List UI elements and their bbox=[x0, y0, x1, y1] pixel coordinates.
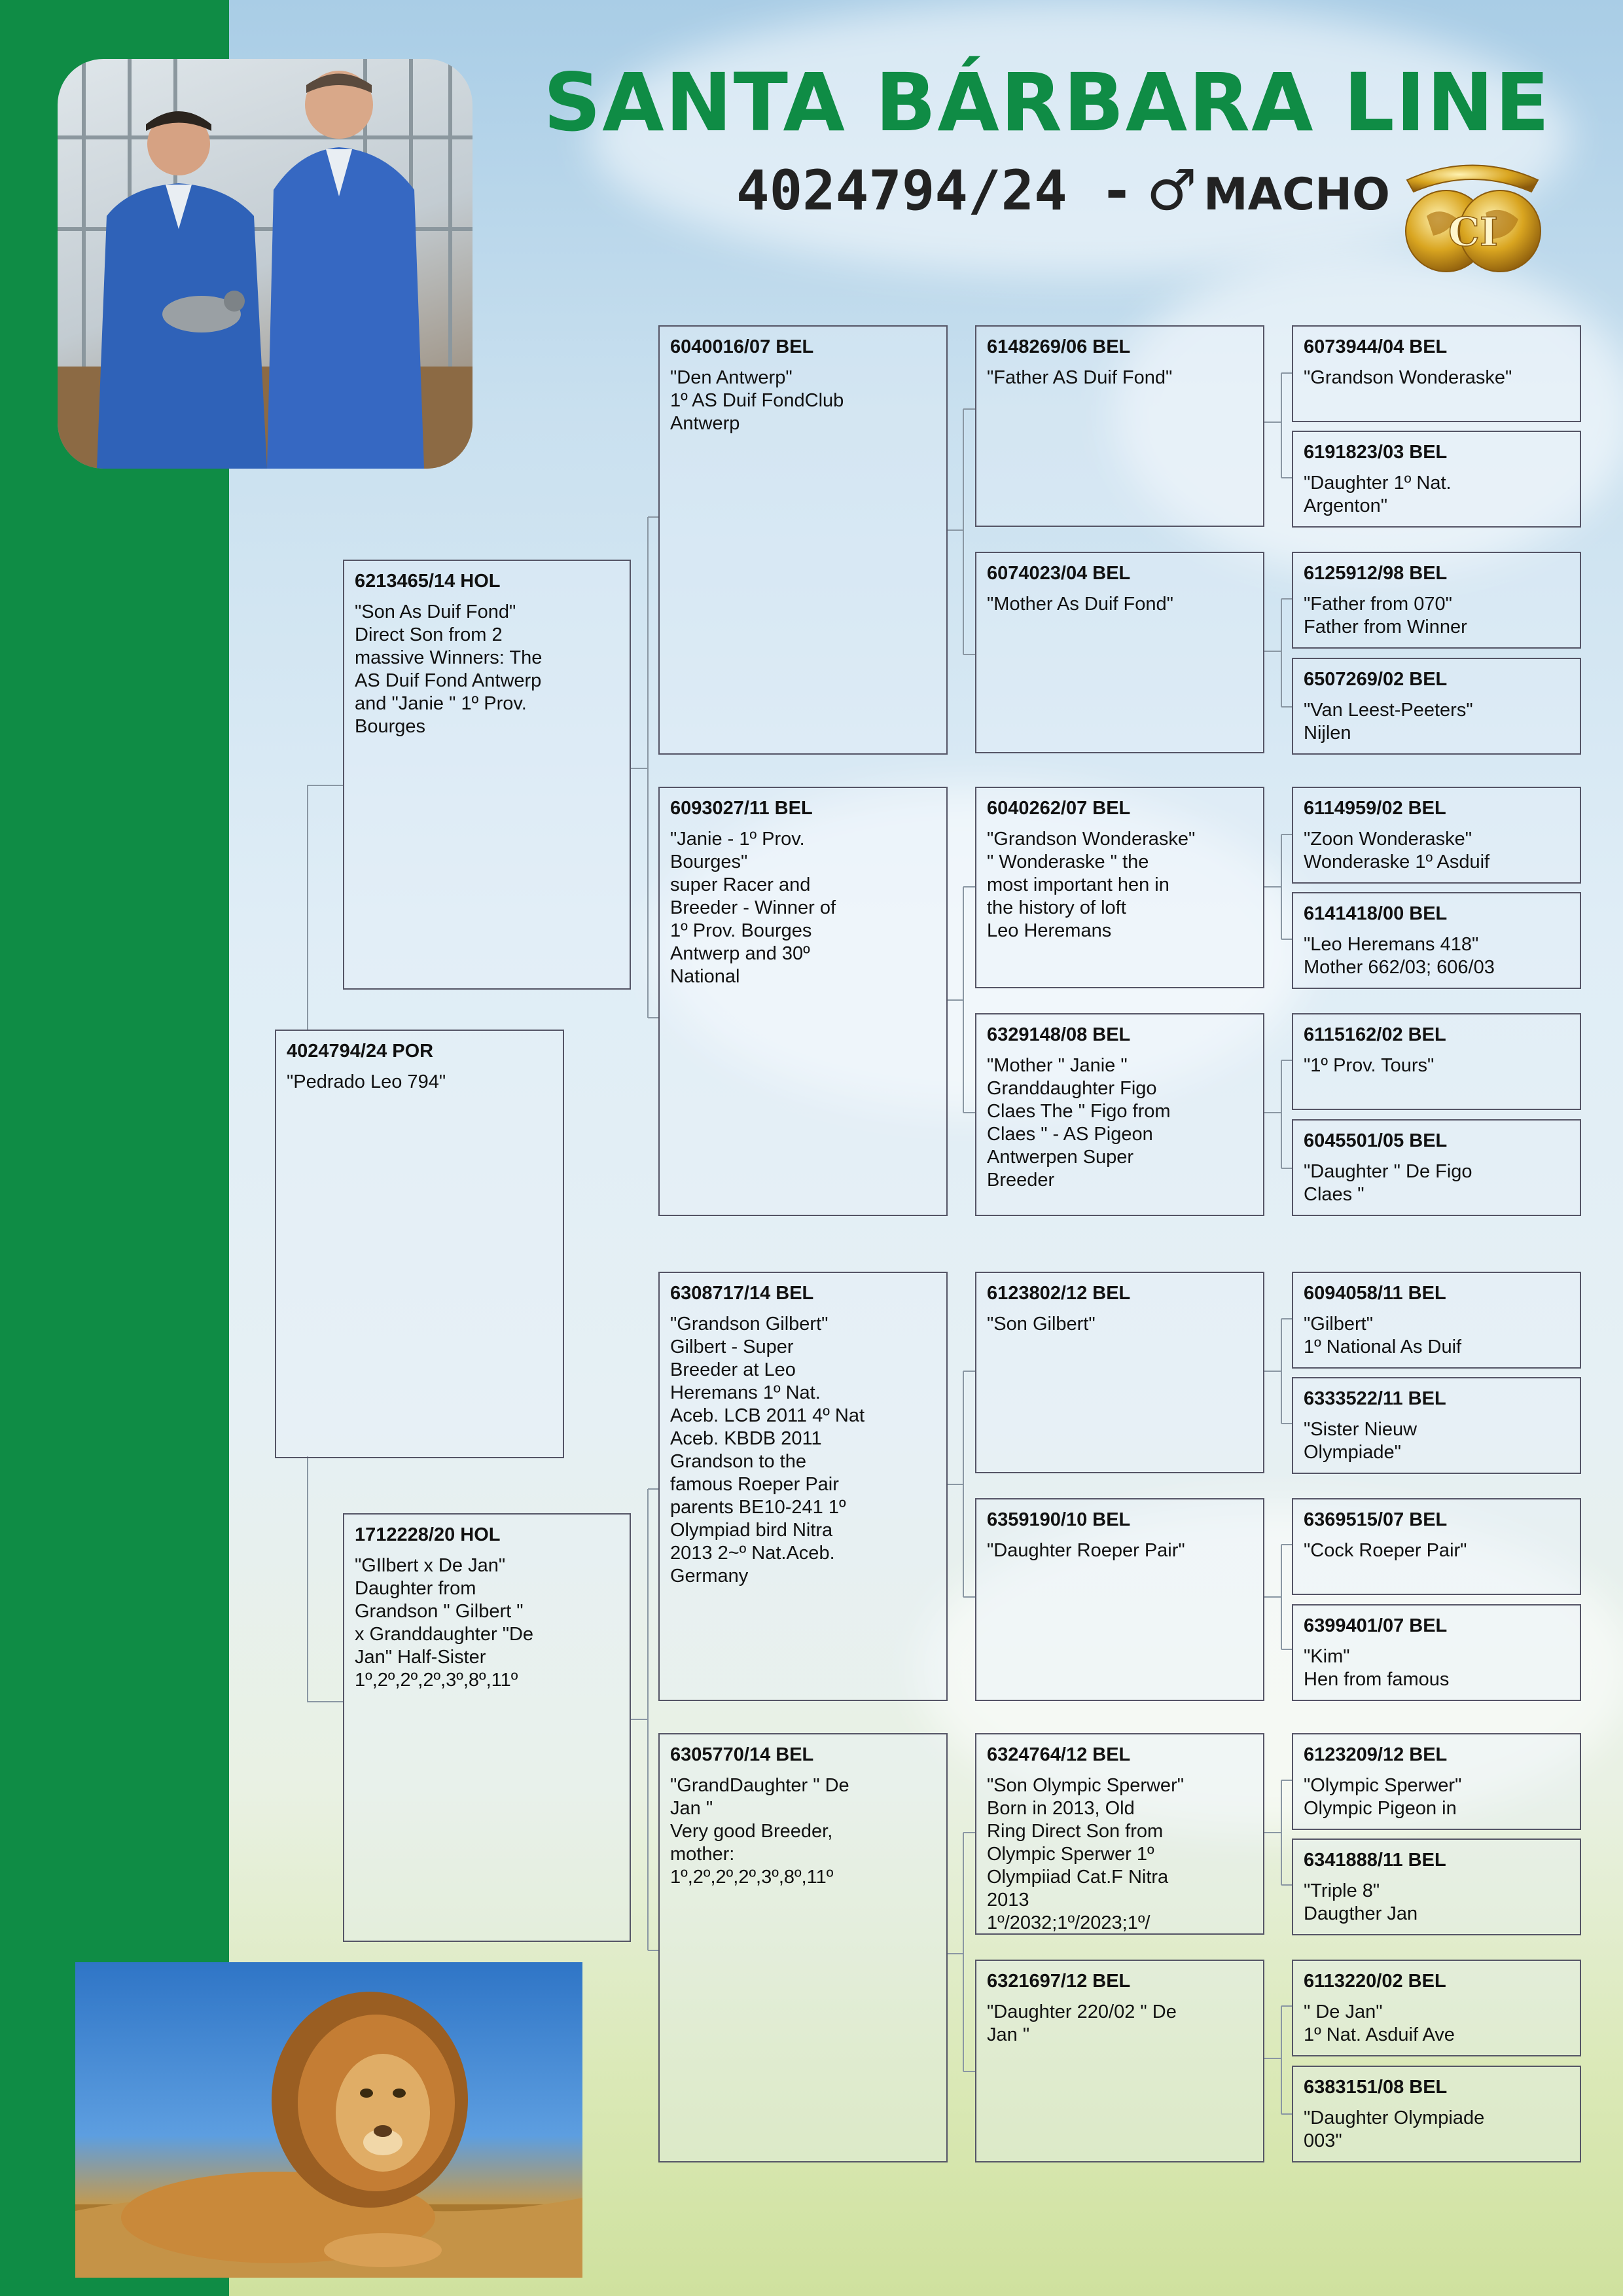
ring-code: 6093027/11 BEL bbox=[670, 798, 813, 819]
pedigree-grandparent bbox=[658, 1272, 948, 1701]
pedigree-grandparent bbox=[658, 787, 948, 1216]
pedigree-great-great-grandparent bbox=[1292, 431, 1581, 528]
ring-code: 6305770/14 BEL bbox=[670, 1744, 814, 1765]
ring-code: 6507269/02 BEL bbox=[1304, 669, 1448, 690]
description-line: " Wonderaske " the bbox=[987, 852, 1149, 872]
pedigree-great-great-grandparent bbox=[1292, 1119, 1581, 1216]
ring-code: 6148269/06 BEL bbox=[987, 336, 1131, 357]
description-line: Ring Direct Son from bbox=[987, 1821, 1164, 1842]
description-line: Argenton" bbox=[1304, 495, 1387, 516]
pedigree-great-grandparent bbox=[975, 1498, 1264, 1701]
pedigree-sire bbox=[343, 560, 631, 990]
ring-code: 6094058/11 BEL bbox=[1304, 1283, 1446, 1304]
description-line: Aceb. KBDB 2011 bbox=[670, 1428, 822, 1449]
pedigree-great-great-grandparent bbox=[1292, 1960, 1581, 2056]
description-line: x Granddaughter "De bbox=[355, 1624, 534, 1645]
ring-code: 6399401/07 BEL bbox=[1304, 1615, 1448, 1636]
ring-code: 6359190/10 BEL bbox=[987, 1509, 1131, 1530]
description-line: Bourges" bbox=[670, 852, 748, 872]
ring-number: 4024794/24 - bbox=[736, 158, 1133, 223]
ring-code: 6113220/02 BEL bbox=[1304, 1971, 1446, 1992]
description-line: most important hen in bbox=[987, 874, 1169, 895]
description-line: Olympiad bird Nitra bbox=[670, 1520, 833, 1541]
pedigree-great-great-grandparent bbox=[1292, 1272, 1581, 1369]
description-line: Very good Breeder, bbox=[670, 1821, 833, 1842]
ring-code: 6045501/05 BEL bbox=[1304, 1130, 1448, 1151]
description-line: 2013 bbox=[987, 1890, 1029, 1910]
description-line: Mother 662/03; 606/03 bbox=[1304, 957, 1495, 978]
description-line: "Grandson Gilbert" bbox=[670, 1314, 829, 1335]
ring-code: 6213465/14 HOL bbox=[355, 571, 501, 592]
description-line: Hen from famous bbox=[1304, 1669, 1450, 1690]
description-line: massive Winners: The bbox=[355, 647, 543, 668]
description-line: Father from Winner bbox=[1304, 617, 1467, 637]
description-line: Gilbert - Super bbox=[670, 1336, 794, 1357]
ring-code: 6321697/12 BEL bbox=[987, 1971, 1131, 1992]
description-line: Claes " bbox=[1304, 1184, 1364, 1205]
description-line: Antwerp bbox=[670, 413, 740, 434]
pedigree-great-grandparent bbox=[975, 1272, 1264, 1473]
logo-letters: CI bbox=[1448, 209, 1498, 255]
pedigree-great-great-grandparent bbox=[1292, 325, 1581, 422]
pedigree-great-grandparent bbox=[975, 325, 1264, 527]
description-line: Grandson to the bbox=[670, 1451, 806, 1472]
description-line: super Racer and bbox=[670, 874, 811, 895]
description-line: "Son Olympic Sperwer" bbox=[987, 1775, 1185, 1796]
description-line: National bbox=[670, 966, 740, 987]
pedigree-great-great-grandparent bbox=[1292, 1498, 1581, 1595]
description-line: 1º Prov. Bourges bbox=[670, 920, 812, 941]
description-line: the history of loft bbox=[987, 897, 1126, 918]
description-line: "1º Prov. Tours" bbox=[1304, 1055, 1435, 1076]
pedigree-great-grandparent bbox=[975, 787, 1264, 988]
description-line: parents BE10-241 1º bbox=[670, 1497, 846, 1518]
pedigree-great-great-grandparent bbox=[1292, 552, 1581, 649]
description-line: Claes The " Figo from bbox=[987, 1101, 1171, 1122]
pedigree-great-great-grandparent bbox=[1292, 1604, 1581, 1701]
description-line: "Daughter " De Figo bbox=[1304, 1161, 1472, 1182]
description-line: Jan " bbox=[987, 2024, 1030, 2045]
description-line: "Daughter Roeper Pair" bbox=[987, 1540, 1185, 1561]
pedigree-subject bbox=[275, 1030, 564, 1458]
ring-code: 6383151/08 BEL bbox=[1304, 2077, 1448, 2098]
description-line: Olympic Pigeon in bbox=[1304, 1798, 1457, 1819]
description-line: 2013 2~º Nat.Aceb. bbox=[670, 1543, 835, 1564]
description-line: "Daughter 1º Nat. bbox=[1304, 473, 1452, 493]
description-line: "Son Gilbert" bbox=[987, 1314, 1096, 1335]
ring-code: 4024794/24 POR bbox=[287, 1041, 434, 1062]
description-line: "Van Leest-Peeters" bbox=[1304, 700, 1473, 721]
ring-code: 6191823/03 BEL bbox=[1304, 442, 1448, 463]
description-line: "Mother " Janie " bbox=[987, 1055, 1128, 1076]
description-line: 1º,2º,2º,2º,3º,8º,11º bbox=[670, 1867, 834, 1888]
description-line: AS Duif Fond Antwerp bbox=[355, 670, 542, 691]
description-line: Born in 2013, Old bbox=[987, 1798, 1135, 1819]
description-line: Germany bbox=[670, 1566, 749, 1587]
ring-code: 6123209/12 BEL bbox=[1304, 1744, 1448, 1765]
pedigree-great-great-grandparent bbox=[1292, 658, 1581, 755]
description-line: "Grandson Wonderaske" bbox=[987, 829, 1196, 850]
description-line: Breeder bbox=[987, 1170, 1055, 1191]
description-line: Heremans 1º Nat. bbox=[670, 1382, 821, 1403]
pedigree-dam bbox=[343, 1513, 631, 1942]
ring-code: 6324764/12 BEL bbox=[987, 1744, 1131, 1765]
description-line: Bourges bbox=[355, 716, 426, 737]
pedigree-great-grandparent bbox=[975, 552, 1264, 753]
ring-code: 6123802/12 BEL bbox=[987, 1283, 1131, 1304]
description-line: Daughter from bbox=[355, 1578, 476, 1599]
ring-code: 6308717/14 BEL bbox=[670, 1283, 814, 1304]
description-line: 1º AS Duif FondClub bbox=[670, 390, 844, 411]
ring-code: 6333522/11 BEL bbox=[1304, 1388, 1446, 1409]
description-line: Jan " bbox=[670, 1798, 713, 1819]
description-line: "Father from 070" bbox=[1304, 594, 1452, 615]
pedigree-great-great-grandparent bbox=[1292, 787, 1581, 884]
description-line: famous Roeper Pair bbox=[670, 1474, 839, 1495]
pedigree-grandparent bbox=[658, 325, 948, 755]
description-line: 1º National As Duif bbox=[1304, 1336, 1462, 1357]
description-line: mother: bbox=[670, 1844, 735, 1865]
ring-code: 6073944/04 BEL bbox=[1304, 336, 1448, 357]
description-line: Nijlen bbox=[1304, 723, 1351, 744]
description-line: Wonderaske 1º Asduif bbox=[1304, 852, 1490, 872]
description-line: "Leo Heremans 418" bbox=[1304, 934, 1479, 955]
pedigree-great-great-grandparent bbox=[1292, 2066, 1581, 2162]
pedigree-great-grandparent bbox=[975, 1013, 1264, 1216]
ring-code: 6125912/98 BEL bbox=[1304, 563, 1448, 584]
description-line: "Den Antwerp" bbox=[670, 367, 793, 388]
description-line: "Kim" bbox=[1304, 1646, 1350, 1667]
description-line: "Janie - 1º Prov. bbox=[670, 829, 805, 850]
description-line: 1º/2032;1º/2023;1º/ bbox=[987, 1912, 1150, 1933]
description-line: and "Janie " 1º Prov. bbox=[355, 693, 527, 714]
description-line: "Mother As Duif Fond" bbox=[987, 594, 1173, 615]
description-line: "Daughter 220/02 " De bbox=[987, 2001, 1177, 2022]
sex-label: MACHO bbox=[1203, 169, 1390, 221]
ring-code: 6329148/08 BEL bbox=[987, 1024, 1131, 1045]
description-line: "Zoon Wonderaske" bbox=[1304, 829, 1472, 850]
description-line: "Grandson Wonderaske" bbox=[1304, 367, 1512, 388]
description-line: "Sister Nieuw bbox=[1304, 1419, 1418, 1440]
ring-code: 6114959/02 BEL bbox=[1304, 798, 1446, 819]
description-line: "Pedrado Leo 794" bbox=[287, 1071, 446, 1092]
description-line: "Son As Duif Fond" bbox=[355, 601, 516, 622]
description-line: "GIlbert x De Jan" bbox=[355, 1555, 506, 1576]
ring-code: 6341888/11 BEL bbox=[1304, 1850, 1446, 1871]
description-line: Claes " - AS Pigeon bbox=[987, 1124, 1153, 1145]
description-line: Breeder at Leo bbox=[670, 1359, 796, 1380]
pedigree-great-great-grandparent bbox=[1292, 1839, 1581, 1935]
description-line: "GrandDaughter " De bbox=[670, 1775, 849, 1796]
ring-code: 6369515/07 BEL bbox=[1304, 1509, 1448, 1530]
pedigree-great-great-grandparent bbox=[1292, 892, 1581, 989]
description-line: Aceb. LCB 2011 4º Nat bbox=[670, 1405, 865, 1426]
ring-code: 6040262/07 BEL bbox=[987, 798, 1131, 819]
description-line: Breeder - Winner of bbox=[670, 897, 836, 918]
description-line: Olympiade" bbox=[1304, 1442, 1401, 1463]
ring-code: 6115162/02 BEL bbox=[1304, 1024, 1446, 1045]
description-line: 1º,2º,2º,2º,3º,8º,11º bbox=[355, 1670, 518, 1691]
description-line: "Father AS Duif Fond" bbox=[987, 367, 1173, 388]
ring-code: 6074023/04 BEL bbox=[987, 563, 1131, 584]
pedigree-great-grandparent bbox=[975, 1733, 1264, 1935]
pedigree-grandparent bbox=[658, 1733, 948, 2162]
description-line: "Cock Roeper Pair" bbox=[1304, 1540, 1467, 1561]
description-line: " De Jan" bbox=[1304, 2001, 1383, 2022]
pedigree-great-grandparent bbox=[975, 1960, 1264, 2162]
description-line: Jan" Half-Sister bbox=[355, 1647, 486, 1668]
description-line: Antwerpen Super bbox=[987, 1147, 1134, 1168]
description-line: Antwerp and 30º bbox=[670, 943, 810, 964]
description-line: Olympic Sperwer 1º bbox=[987, 1844, 1154, 1865]
description-line: Leo Heremans bbox=[987, 920, 1112, 941]
description-line: "Olympic Sperwer" bbox=[1304, 1775, 1462, 1796]
pedigree-great-great-grandparent bbox=[1292, 1013, 1581, 1110]
description-line: 003" bbox=[1304, 2130, 1342, 2151]
description-line: "Daughter Olympiade bbox=[1304, 2108, 1485, 2128]
description-line: "Triple 8" bbox=[1304, 1880, 1380, 1901]
description-line: Grandson " Gilbert " bbox=[355, 1601, 524, 1622]
description-line: Daugther Jan bbox=[1304, 1903, 1418, 1924]
description-line: Direct Son from 2 bbox=[355, 624, 503, 645]
description-line: Olympiiad Cat.F Nitra bbox=[987, 1867, 1169, 1888]
pedigree-great-great-grandparent bbox=[1292, 1733, 1581, 1830]
description-line: 1º Nat. Asduif Ave bbox=[1304, 2024, 1455, 2045]
page-title: SANTA BÁRBARA LINE bbox=[543, 56, 1551, 149]
ring-code: 1712228/20 HOL bbox=[355, 1524, 501, 1545]
ring-code: 6040016/07 BEL bbox=[670, 336, 814, 357]
pedigree-great-great-grandparent bbox=[1292, 1377, 1581, 1474]
male-symbol-icon: ♂ bbox=[1146, 158, 1197, 223]
description-line: Granddaughter Figo bbox=[987, 1078, 1157, 1099]
ring-code: 6141418/00 BEL bbox=[1304, 903, 1448, 924]
description-line: "Gilbert" bbox=[1304, 1314, 1374, 1335]
